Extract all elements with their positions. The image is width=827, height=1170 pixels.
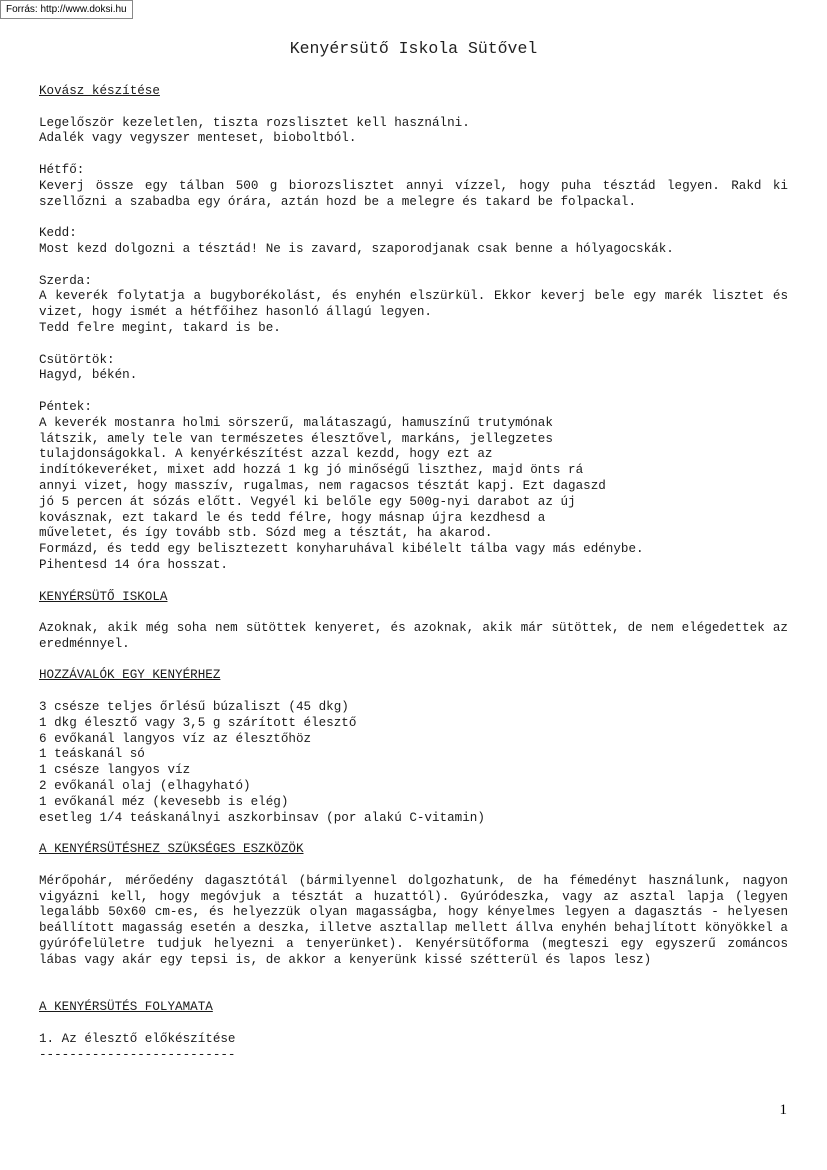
day-text-szerda: A keverék folytatja a bugyborékolást, és enyhén elszürkül. Ekkor keverj bele egy marék lisztet és vizet, hogy ismét a hétfőihez hasonló állagú legyen. <box>39 289 788 320</box>
paragraph-line: annyi vizet, hogy masszív, rugalmas, nem ragacsos tésztát kapj. Ezt dagaszd <box>39 478 606 493</box>
paragraph-line: műveletet, és így tovább stb. Sózd meg a tésztát, ha akarod. <box>39 526 493 541</box>
ingredient-item: 1 evőkanál méz (kevesebb is elég) <box>39 794 289 809</box>
paragraph-line: Formázd, és tedd egy belisztezett konyharuhával kibélelt tálba vagy más edénybe. <box>39 542 644 557</box>
ingredient-item: 1 csésze langyos víz <box>39 763 191 778</box>
paragraph-line: Legelőször kezeletlen, tiszta rozslisztet kell használni. <box>39 115 470 130</box>
section-text-iskola: Azoknak, akik még soha nem sütöttek kenyeret, és azoknak, akik már sütöttek, de nem elégedettek az eredménnyel. <box>39 621 788 651</box>
paragraph-line: kovásznak, ezt takard le és tedd félre, hogy másnap újra kezdhesd a <box>39 510 546 525</box>
day-label-pentek: Péntek: <box>39 399 92 414</box>
ingredient-item: 3 csésze teljes őrlésű búzaliszt (45 dkg) <box>39 700 349 715</box>
paragraph-line: tulajdonságokkal. A kenyérkészítést azzal kezdd, hogy ezt az <box>39 447 493 462</box>
paragraph-line: indítókeveréket, mixet add hozzá 1 kg jó minőségű liszthez, majd önts rá <box>39 463 584 478</box>
step-rule: -------------------------- <box>39 1047 236 1062</box>
ingredient-item: 6 evőkanál langyos víz az élesztőhöz <box>39 731 312 746</box>
day-text-szerda-2: Tedd felre megint, takard is be. <box>39 320 281 335</box>
section-heading-folyamat: A KENYÉRSÜTÉS FOLYAMATA <box>39 1000 213 1015</box>
day-text-hetfo: Keverj össze egy tálban 500 g biorozslisztet annyi vízzel, hogy puha tésztád legyen. Rakd ki szellőzni a szabadba egy órára, aztán hozd be a melegre és takard be folpackal. <box>39 178 788 209</box>
paragraph-line: látszik, amely tele van természetes élesztővel, markáns, jellegzetes <box>39 431 553 446</box>
paragraph-line: jó 5 percen át sózás előtt. Vegyél ki belőle egy 500g-nyi darabot az új <box>39 494 576 509</box>
ingredient-item: esetleg 1/4 teáskanálnyi aszkorbinsav (por alakú C-vitamin) <box>39 810 485 825</box>
paragraph-line: Pihentesd 14 óra hosszat. <box>39 557 228 572</box>
section-heading-hozzavalok: HOZZÁVALÓK EGY KENYÉRHEZ <box>39 668 221 683</box>
section-heading-eszkozok: A KENYÉRSÜTÉSHEZ SZÜKSÉGES ESZKÖZÖK <box>39 842 304 857</box>
paragraph-line: A keverék mostanra holmi sörszerű, malátaszagú, hamuszínű trutymónak <box>39 415 553 430</box>
section-heading-iskola: KENYÉRSÜTŐ ISKOLA <box>39 589 168 604</box>
ingredient-item: 1 teáskanál só <box>39 747 145 762</box>
paragraph-line: Adalék vagy vegyszer menteset, bioboltból. <box>39 131 357 146</box>
day-label-szerda: Szerda: <box>39 273 92 288</box>
document-title: Kenyérsütő Iskola Sütővel <box>289 39 538 58</box>
day-text-csutortok: Hagyd, békén. <box>39 368 138 383</box>
ingredient-item: 1 dkg élesztő vagy 3,5 g szárított élesztő <box>39 715 357 730</box>
ingredient-item: 2 evőkanál olaj (elhagyható) <box>39 779 251 794</box>
page-number: 1 <box>779 1102 787 1118</box>
source-label[interactable]: Forrás: http://www.doksi.hu <box>0 0 133 19</box>
section-text-eszkozok: Mérőpohár, mérőedény dagasztótál (bármilyennel dolgozhatunk, de ha fémedényt használunk, nagyon vigyázni kell, hogy megóvjuk a tésztát a huzattól). Gyúródeszka, vagy az asztal lapja (legyen legalább 50x60 cm-es, és helyezzük olyan magasságba, hogy kényelmes legyen a dagasztás - helyesen beállított magasság esetén a deszka, illetve asztallap mellett állva enyhén behajlított könyökkel a gyúrófelületre tudjuk helyezni a tenyerünket). Kenyérsütőforma (megteszi egy egyszerű zománcos lábas vagy akár egy tepsi is, de akkor a kenyerünk kissé szétterül és lapos lesz) <box>39 873 788 967</box>
section-heading-kovasz: Kovász készítése <box>39 84 160 98</box>
day-label-csutortok: Csütörtök: <box>39 352 115 367</box>
step-title: 1. Az élesztő előkészítése <box>39 1031 236 1046</box>
document-body <box>39 84 788 1063</box>
day-label-kedd: Kedd: <box>39 226 77 241</box>
day-text-kedd: Most kezd dolgozni a tésztád! Ne is zavard, szaporodjanak csak benne a hólyagocskák. <box>39 241 674 256</box>
day-label-hetfo: Hétfő: <box>39 162 85 177</box>
